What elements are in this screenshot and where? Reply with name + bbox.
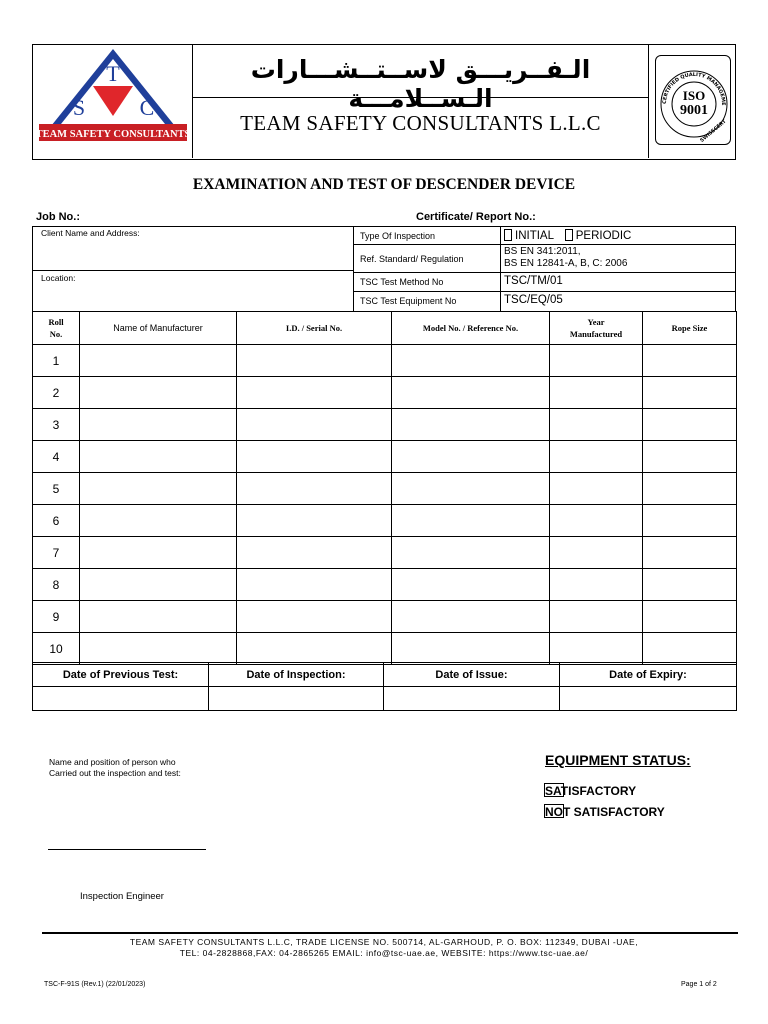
- iso-number: 9001: [680, 103, 708, 118]
- date-of-inspection-label: Date of Inspection:: [209, 663, 384, 687]
- serial-cell[interactable]: [237, 569, 392, 601]
- logo-cell: [33, 45, 193, 158]
- table-row: [33, 409, 737, 441]
- not-satisfactory-label: NOT SATISFACTORY: [545, 805, 665, 819]
- serial-cell[interactable]: [237, 409, 392, 441]
- table-row: [33, 473, 737, 505]
- rope-size-cell[interactable]: [643, 537, 737, 569]
- manufacturer-cell[interactable]: [80, 505, 237, 537]
- equipment-status-title: EQUIPMENT STATUS:: [545, 752, 691, 768]
- tsc-logo: [33, 45, 193, 158]
- roll-number: 2: [33, 377, 80, 409]
- model-cell[interactable]: [392, 441, 550, 473]
- roll-number: 9: [33, 601, 80, 633]
- iso-text: ISO: [682, 88, 706, 103]
- info-hline-r3: [353, 291, 735, 292]
- table-row: [33, 345, 737, 377]
- table-header-row: [33, 312, 737, 345]
- rope-size-cell[interactable]: [643, 473, 737, 505]
- manufacturer-cell[interactable]: [80, 633, 237, 665]
- initial-option-label: INITIAL: [515, 230, 554, 242]
- inspection-engineer-label: Inspection Engineer: [80, 891, 164, 902]
- table-row: [33, 505, 737, 537]
- manufacturer-cell[interactable]: [80, 345, 237, 377]
- manufacturer-cell[interactable]: [80, 409, 237, 441]
- client-name-label: Client Name and Address:: [41, 228, 140, 238]
- iso-cell: [648, 45, 735, 158]
- rope-size-cell[interactable]: [643, 633, 737, 665]
- test-method-value: TSC/TM/01: [504, 275, 563, 287]
- ref-standard-line-2: BS EN 12841-A, B, C: 2006: [504, 258, 628, 269]
- table-row: [33, 377, 737, 409]
- test-equipment-label: TSC Test Equipment No: [360, 296, 457, 306]
- rope-size-cell[interactable]: [643, 377, 737, 409]
- dates-table: [32, 662, 737, 711]
- periodic-checkbox[interactable]: [565, 230, 632, 242]
- table-row: [33, 569, 737, 601]
- col-rope-size: Rope Size: [643, 312, 737, 345]
- col-serial-no: I.D. / Serial No.: [237, 312, 392, 345]
- location-label: Location:: [41, 273, 76, 283]
- form-number: TSC-F-91S (Rev.1) (22/01/2023): [44, 981, 146, 988]
- serial-cell[interactable]: [237, 345, 392, 377]
- footer-line-2: TEL: 04-2828868,FAX: 04-2865265 EMAIL: info@tsc-uae.ae, WEBSITE: https://www.tsc-uae.ae/: [179, 948, 589, 958]
- logo-letter-c: C: [139, 95, 155, 120]
- logo-banner-text: TEAM SAFETY CONSULTANTS: [35, 129, 191, 140]
- logo-letter-t: T: [106, 61, 120, 86]
- info-divider-2: [500, 227, 501, 311]
- manufacturer-cell[interactable]: [80, 441, 237, 473]
- rope-size-cell[interactable]: [643, 409, 737, 441]
- footer-address: [0, 937, 768, 959]
- satisfactory-label: SATISFACTORY: [545, 784, 637, 798]
- manufacturer-cell[interactable]: [80, 537, 237, 569]
- model-cell[interactable]: [392, 377, 550, 409]
- ref-standard-line-1: BS EN 341:2011,: [504, 246, 581, 257]
- dates-header-row: [33, 663, 737, 687]
- date-of-expiry-label: Date of Expiry:: [560, 663, 737, 687]
- descender-device-table: [32, 311, 737, 665]
- iso-ring-text: CERTIFIED QUALITY MANAGEME: [661, 71, 727, 106]
- type-of-inspection-label: Type Of Inspection: [360, 231, 436, 241]
- date-of-previous-test-label: Date of Previous Test:: [33, 663, 209, 687]
- serial-cell[interactable]: [237, 505, 392, 537]
- footer-line-1: TEAM SAFETY CONSULTANTS L.L.C, TRADE LICENSE NO. 500714, AL-GARHOUD, P. O. BOX: 112349, DUBAI -UAE,: [129, 937, 639, 947]
- col-model-no: Model No. / Reference No.: [392, 312, 550, 345]
- serial-cell[interactable]: [237, 537, 392, 569]
- info-hline-r2: [353, 272, 735, 273]
- title-cell: [193, 45, 648, 158]
- year-cell[interactable]: [550, 505, 643, 537]
- model-cell[interactable]: [392, 569, 550, 601]
- model-cell[interactable]: [392, 633, 550, 665]
- roll-number: 1: [33, 345, 80, 377]
- logo-letter-s: S: [72, 95, 86, 120]
- date-of-issue-field[interactable]: [384, 687, 560, 711]
- test-equipment-value: TSC/EQ/05: [504, 294, 563, 306]
- roll-number: 8: [33, 569, 80, 601]
- company-name: TEAM SAFETY CONSULTANTS L.L.C: [240, 111, 601, 135]
- signature-line[interactable]: [48, 849, 206, 850]
- document-title: EXAMINATION AND TEST OF DESCENDER DEVICE: [192, 176, 576, 193]
- arabic-company-name: الـفــريـــق لاســتــشـــارات الـســلامـــة: [250, 55, 591, 113]
- rope-size-cell[interactable]: [643, 441, 737, 473]
- roll-number: 4: [33, 441, 80, 473]
- col-manufacturer: Name of Manufacturer: [80, 312, 237, 345]
- col-year-manufactured: Year Manufactured: [550, 312, 643, 345]
- table-row: [33, 537, 737, 569]
- roll-number: 6: [33, 505, 80, 537]
- year-cell[interactable]: [550, 377, 643, 409]
- model-cell[interactable]: [392, 345, 550, 377]
- year-cell[interactable]: [550, 473, 643, 505]
- manufacturer-cell[interactable]: [80, 601, 237, 633]
- model-cell[interactable]: [392, 473, 550, 505]
- not-satisfactory-option[interactable]: [544, 804, 704, 819]
- job-no-label: Job No.:: [36, 211, 80, 223]
- document-header: [32, 44, 736, 160]
- year-cell[interactable]: [550, 345, 643, 377]
- year-cell[interactable]: [550, 537, 643, 569]
- rope-size-cell[interactable]: [643, 505, 737, 537]
- iso-9001-seal: [656, 56, 732, 146]
- serial-cell[interactable]: [237, 601, 392, 633]
- rope-size-cell[interactable]: [643, 569, 737, 601]
- info-hline-r1: [353, 244, 735, 245]
- inspection-type-options: [504, 229, 631, 242]
- title-divider: [193, 97, 648, 98]
- table-row: [33, 601, 737, 633]
- info-divider-1: [353, 227, 354, 311]
- dates-value-row: [33, 687, 737, 711]
- model-cell[interactable]: [392, 505, 550, 537]
- manufacturer-cell[interactable]: [80, 473, 237, 505]
- serial-cell[interactable]: [237, 633, 392, 665]
- date-of-previous-test-field[interactable]: [33, 687, 209, 711]
- inspector-note-line-1: Name and position of person who: [49, 757, 176, 767]
- ref-standard-value: [504, 246, 627, 270]
- info-block: [32, 226, 736, 312]
- serial-cell[interactable]: [237, 377, 392, 409]
- year-cell[interactable]: [550, 633, 643, 665]
- roll-number: 10: [33, 633, 80, 665]
- certificate-report-label: Certificate/ Report No.:: [416, 211, 536, 223]
- date-of-inspection-field[interactable]: [209, 687, 384, 711]
- model-cell[interactable]: [392, 601, 550, 633]
- date-of-issue-label: Date of Issue:: [384, 663, 560, 687]
- iso-frame: [655, 55, 731, 145]
- table-row: [33, 441, 737, 473]
- year-cell[interactable]: [550, 601, 643, 633]
- iso-brand: SWISSCERT: [699, 118, 728, 144]
- col-roll-no: Roll No.: [33, 312, 80, 345]
- info-hline-left: [33, 270, 353, 271]
- roll-number: 3: [33, 409, 80, 441]
- model-cell[interactable]: [392, 537, 550, 569]
- manufacturer-cell[interactable]: [80, 569, 237, 601]
- periodic-option-label: PERIODIC: [575, 230, 632, 242]
- year-cell[interactable]: [550, 409, 643, 441]
- serial-cell[interactable]: [237, 441, 392, 473]
- inspector-note-line-2: Carried out the inspection and test:: [49, 768, 181, 778]
- satisfactory-option[interactable]: [544, 783, 704, 798]
- manufacturer-cell[interactable]: [80, 377, 237, 409]
- initial-checkbox[interactable]: [504, 230, 554, 242]
- table-row: [33, 633, 737, 665]
- test-method-label: TSC Test Method No: [360, 277, 444, 287]
- year-cell[interactable]: [550, 441, 643, 473]
- roll-number: 5: [33, 473, 80, 505]
- page-number: Page 1 of 2: [681, 981, 717, 988]
- rope-size-cell[interactable]: [643, 345, 737, 377]
- rope-size-cell[interactable]: [643, 601, 737, 633]
- footer-divider: [42, 932, 738, 934]
- roll-number: 7: [33, 537, 80, 569]
- year-cell[interactable]: [550, 569, 643, 601]
- ref-standard-label: Ref. Standard/ Regulation: [360, 254, 464, 264]
- serial-cell[interactable]: [237, 473, 392, 505]
- model-cell[interactable]: [392, 409, 550, 441]
- date-of-expiry-field[interactable]: [560, 687, 737, 711]
